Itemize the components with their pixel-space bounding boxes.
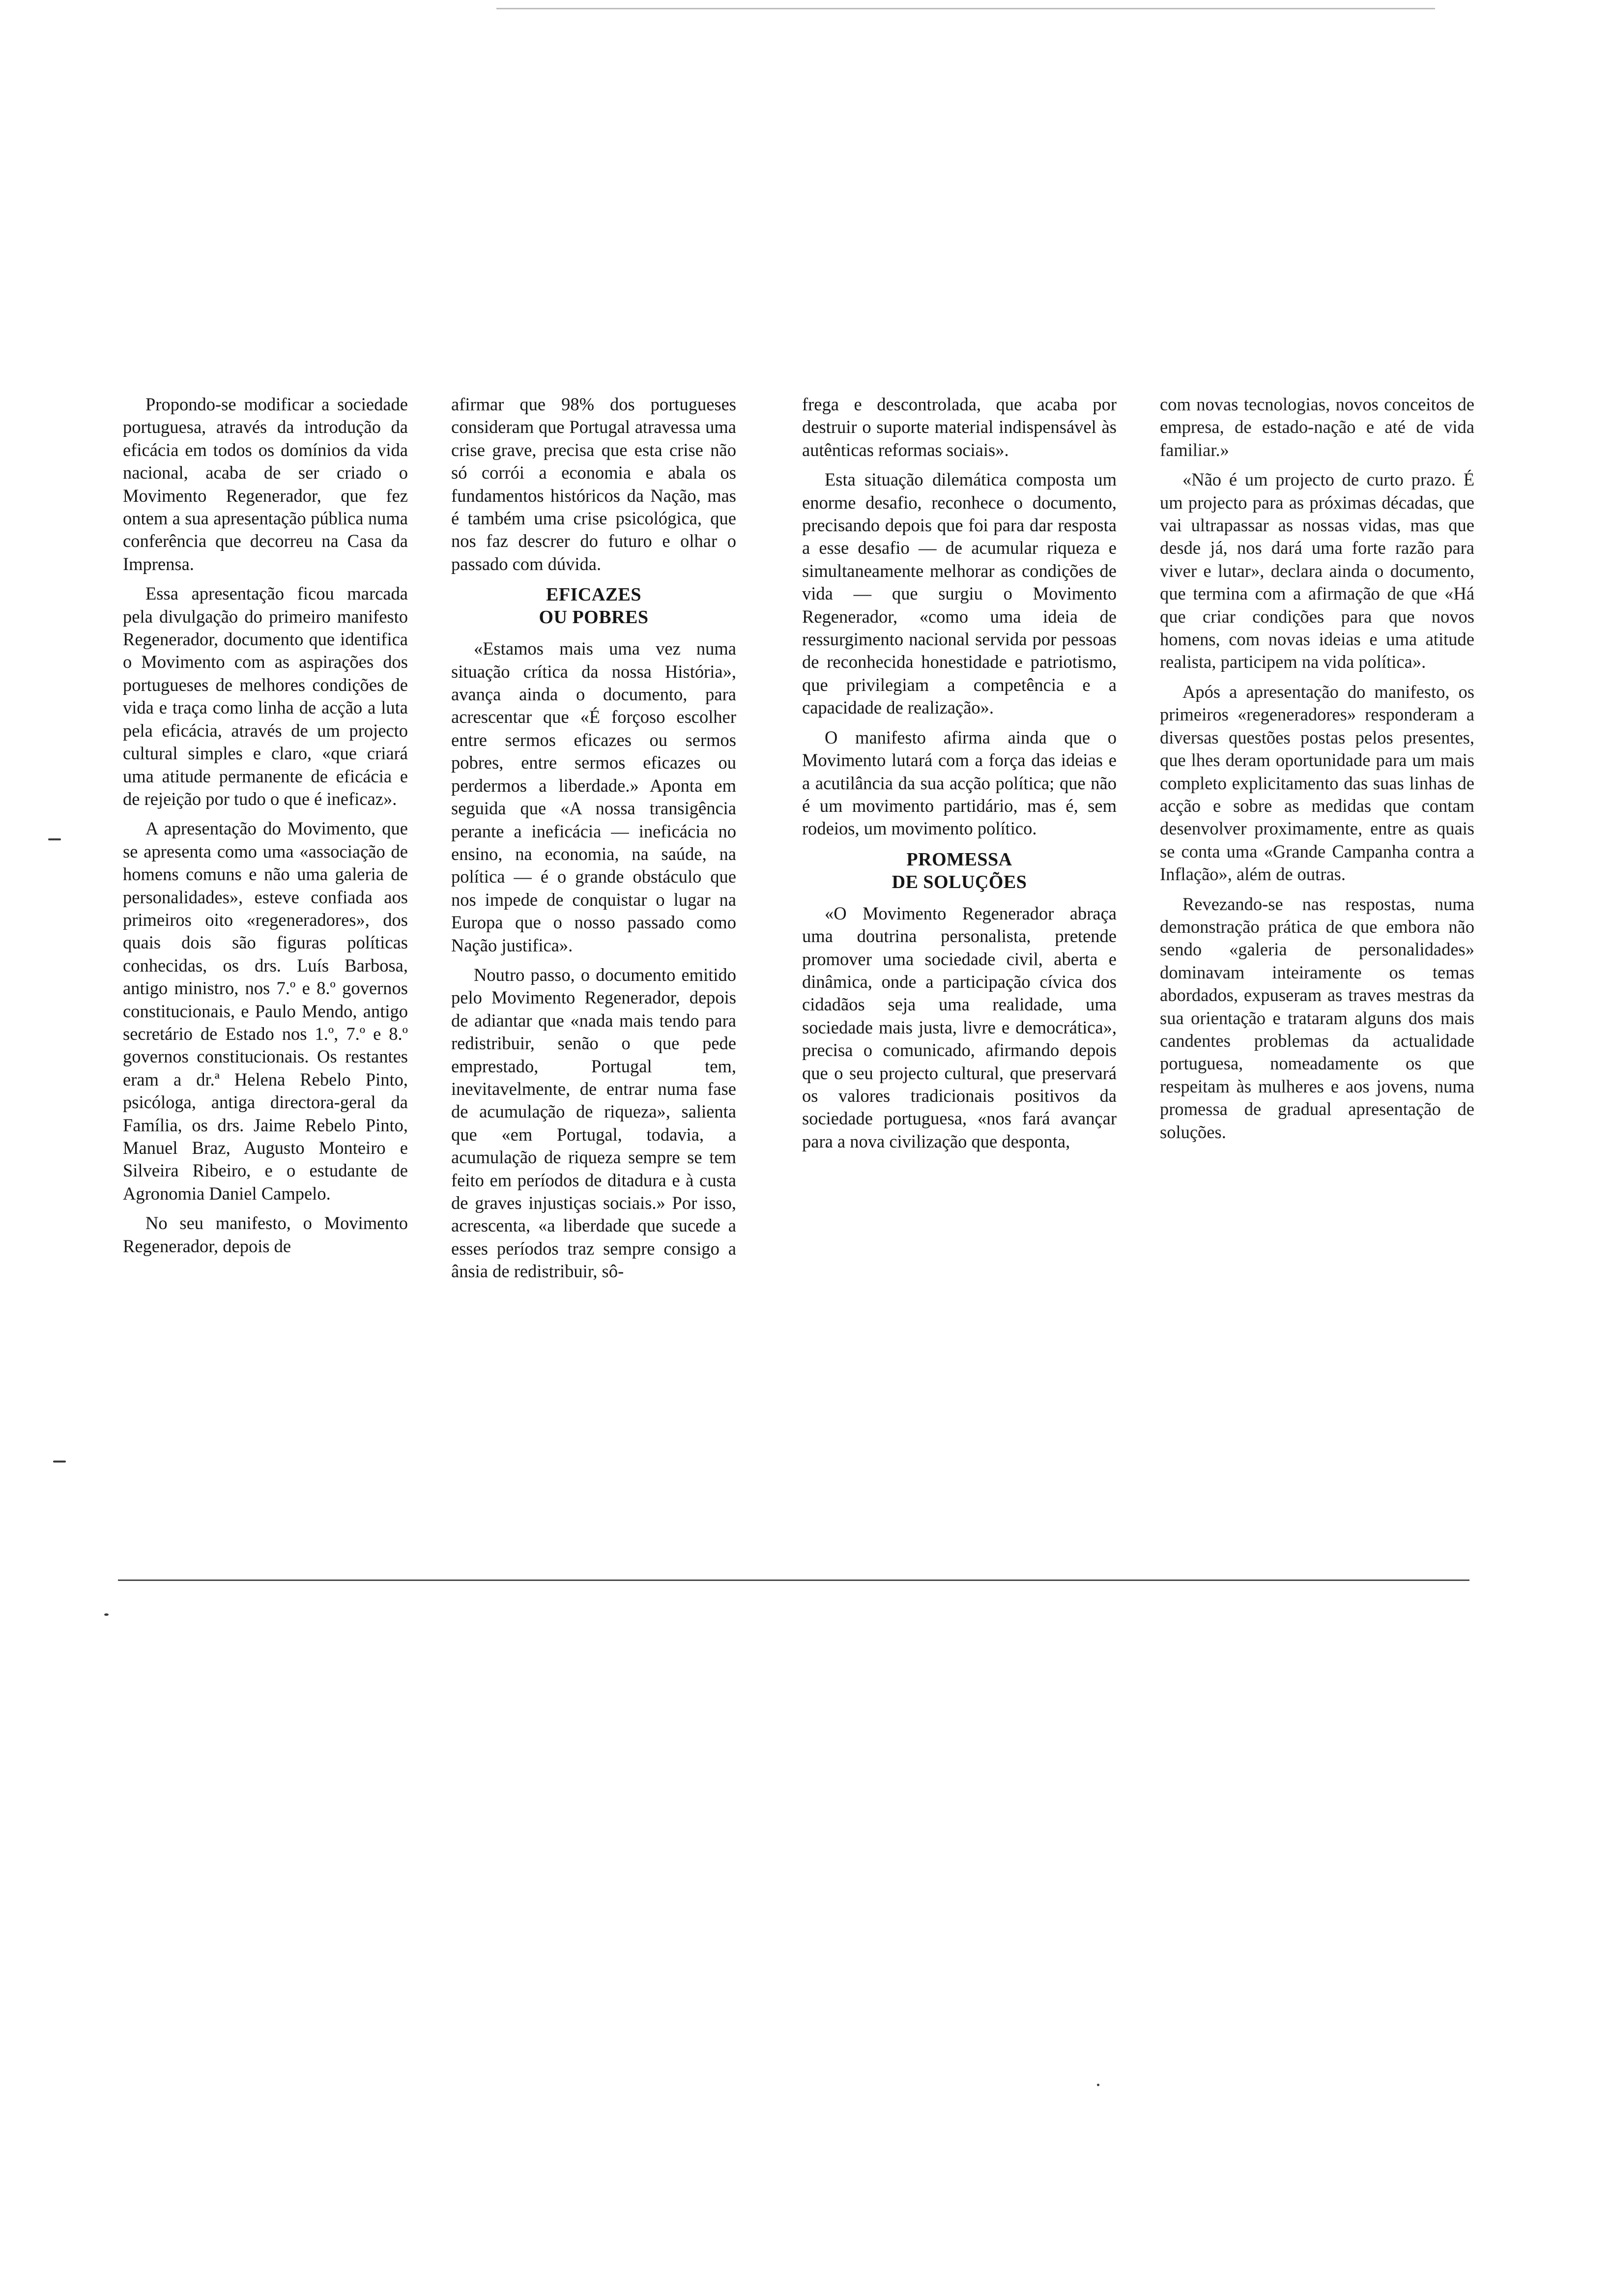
paragraph: «Não é um projecto de curto prazo. É um projecto para as próximas décadas, que vai ultrapassar as nossas vidas, mas que desde já, nos dará uma forte razão para viver e lutar», declara ainda o documento, que termina com a afirmação de que «Há que criar condições para que novos homens, com novas ideias e uma atitude realista, participem na vida política».: [1160, 469, 1474, 672]
column-4: [1160, 393, 1474, 1144]
column-2: [451, 393, 736, 1283]
heading-line: EFICAZES: [546, 584, 642, 605]
paragraph: com novas tecnologias, novos conceitos de empresa, de estado-nação e até de vida familiar.»: [1160, 394, 1474, 460]
print-speck: [53, 1461, 66, 1463]
paragraph: O manifesto afirma ainda que o Movimento lutará com a força das ideias e a acutilância da sua acção política; que não é um movimento partidário, mas é, sem rodeios, um movimento político.: [802, 727, 1117, 839]
paragraph: «Estamos mais uma vez numa situação crítica da nossa História», avança ainda o documento, para acrescentar que «É forçoso escolher entre sermos eficazes ou sermos pobres, entre sermos eficazes ou perdermos a liberdade.» Aponta em seguida que «A nossa transigência perante a ineficácia — ineficácia no ensino, na economia, na saúde, na política — é o grande obstáculo que nos impede de conquistar o lugar na Europa que o nosso passado como Nação justifica».: [451, 638, 736, 955]
paragraph: Esta situação dilemática composta um enorme desafio, reconhece o documento, precisando depois que foi para dar resposta a esse desafio — de acumular riqueza e simultaneamente melhorar as condições de vida — que surgiu o Movimento Regenerador, «como uma ideia de ressurgimento nacional servida por pessoas de reconhecida honestidade e patriotismo, que privilegiam a competência e a capacidade de realização».: [802, 469, 1117, 718]
paragraph: No seu manifesto, o Movimento Regenerador, depois de: [123, 1213, 408, 1256]
paragraph: Propondo-se modificar a sociedade portuguesa, através da introdução da eficácia em todos os domínios da vida nacional, acaba de ser criado o Movimento Regenerador, que fez ontem a sua apresentação pública numa conferência que decorreu na Casa da Imprensa.: [123, 394, 408, 574]
paragraph: Essa apresentação ficou marcada pela divulgação do primeiro manifesto Regenerador, documento que identifica o Movimento com as aspirações dos portugueses de melhores condições de vida e traça como linha de acção a luta pela eficácia, através de um projecto cultural simples e claro, «que criará uma atitude permanente de eficácia e de rejeição por tudo o que é ineficaz».: [123, 583, 408, 809]
paragraph: «O Movimento Regenerador abraça uma doutrina personalista, pretende promover uma sociedade civil, aberta e dinâmica, onde a participação cívica dos cidadãos seja uma realidade, uma sociedade mais justa, livre e democrática», precisa o comunicado, afirmando depois que o seu projecto cultural, que preservará os valores tradicionais positivos da sociedade portuguesa, «nos fará avançar para a nova civilização que desponta,: [802, 903, 1117, 1151]
heading-line: PROMESSA: [906, 849, 1012, 870]
print-speck: [104, 1613, 109, 1616]
heading-line: OU POBRES: [539, 607, 649, 628]
paragraph: afirmar que 98% dos portugueses consideram que Portugal atravessa uma crise grave, precisa que esta crise não só corrói a economia e abala os fundamentos históricos da Nação, mas é também uma crise psicológica, que nos faz descrer do futuro e olhar o passado com dúvida.: [451, 394, 736, 574]
bottom-rule: [118, 1579, 1469, 1581]
paragraph: Após a apresentação do manifesto, os primeiros «regeneradores» responderam a diversas questões postas pelos presentes, que lhes deram oportunidade para um mais completo explicitamento das suas linhas de acção e sobre as medidas que contam desenvolver proximamente, entre as quais se conta uma «Grande Campanha contra a Inflação», além de outras.: [1160, 681, 1474, 885]
heading-line: DE SOLUÇÕES: [892, 871, 1027, 892]
print-speck: [48, 838, 61, 840]
top-rule: [496, 8, 1435, 9]
column-3: [802, 393, 1117, 1153]
paragraph: A apresentação do Movimento, que se apresenta como uma «associação de homens comuns e não uma galeria de personalidades», esteve confiada aos primeiros oito «regeneradores», dos quais dois são figuras políticas conhecidas, os drs. Luís Barbosa, antigo ministro, nos 7.º e 8.º governos constitucionais, e Paulo Mendo, antigo secretário de Estado nos 1.º, 7.º e 8.º governos constitucionais. Os restantes eram a dr.ª Helena Rebelo Pinto, psicóloga, antiga directora-geral da Família, os drs. Jaime Rebelo Pinto, Manuel Braz, Augusto Monteiro e Silveira Ribeiro, e o estudante de Agronomia Daniel Campelo.: [123, 818, 408, 1204]
section-heading-promessa: [802, 848, 1117, 893]
paragraph: Noutro passo, o documento emitido pelo Movimento Regenerador, depois de adiantar que «nada mais tendo para redistribuir, senão o que pede emprestado, Portugal tem, inevitavelmente, de entrar numa fase de acumulação de riqueza», salienta que «em Portugal, todavia, a acumulação de riqueza sempre se tem feito em períodos de ditadura e à custa de graves injustiças sociais.» Por isso, acrescenta, «a liberdade que sucede a esses períodos traz sempre consigo a ânsia de redistribuir, sô-: [451, 964, 736, 1282]
section-heading-eficazes: [451, 583, 736, 629]
print-speck: [1097, 2084, 1099, 2086]
paragraph: frega e descontrolada, que acaba por destruir o suporte material indispensável às autênticas reformas sociais».: [802, 394, 1117, 460]
column-1: [123, 393, 408, 1258]
paragraph: Revezando-se nas respostas, numa demonstração prática de que embora não sendo «galeria de personalidades» dominavam inteiramente os temas abordados, expuseram as traves mestras da sua orientação e trataram alguns dos mais candentes problemas da actualidade portuguesa, nomeadamente os que respeitam às mulheres e aos jovens, numa promessa de gradual apresentação de soluções.: [1160, 893, 1474, 1142]
